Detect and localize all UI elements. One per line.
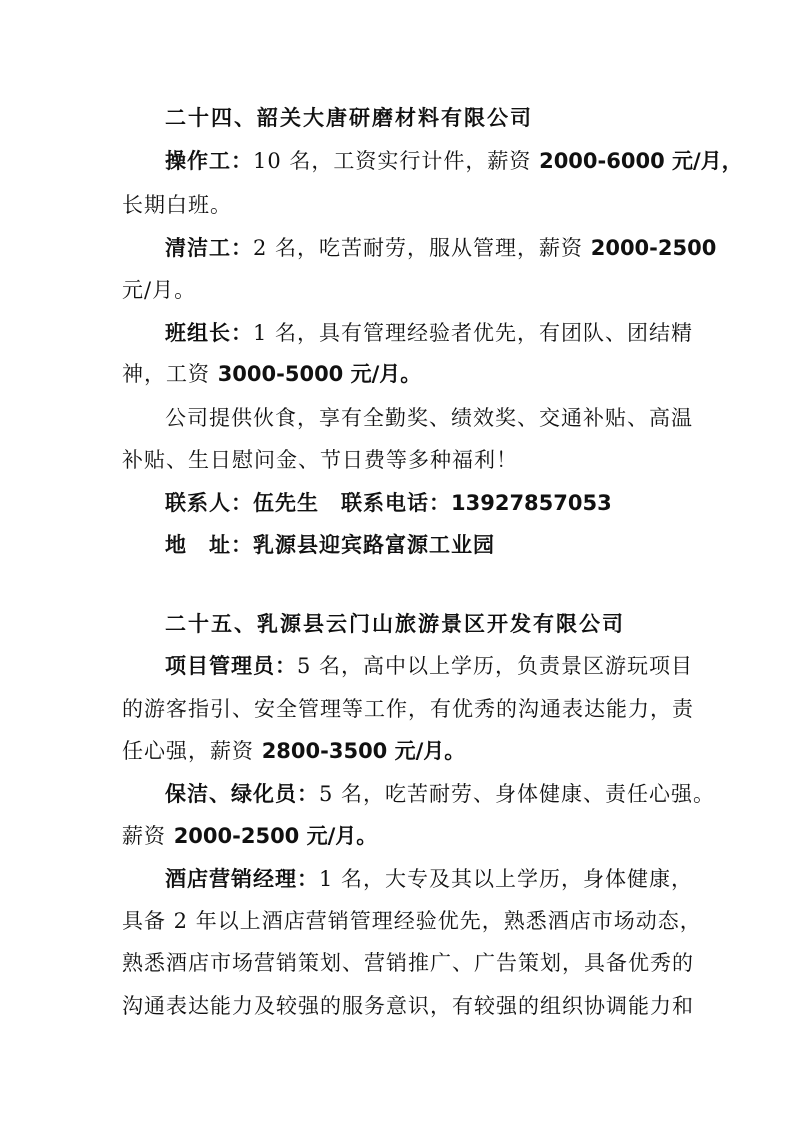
job-cleaning-greening-line2 (0, 821, 800, 851)
job-operator-label: 操作工： (165, 149, 253, 173)
job-project-manager-label: 项目管理员： (165, 654, 297, 678)
contact-phone: 13927857053 (451, 491, 612, 515)
benefits-line1: 公司提供伙食，享有全勤奖、绩效奖、交通补贴、高温 (165, 406, 693, 430)
job-cleaning-greening-desc: 5 名，吃苦耐劳、身体健康、责任心强。 (319, 782, 716, 806)
address-value: 乳源县迎宾路富源工业园 (253, 533, 495, 557)
job-cleaning-greening-salary: 2000-2500 元/月。 (173, 824, 378, 848)
job-cleaner-label: 清洁工： (165, 236, 253, 260)
job-hotel-marketing-line2: 具备 2 年以上酒店营销管理经验优先，熟悉酒店市场动态， (122, 909, 702, 933)
job-cleaner (0, 233, 800, 263)
job-project-manager-line3-text: 任心强，薪资 (122, 739, 262, 763)
job-project-manager-desc: 5 名，高中以上学历，负责景区游玩项目 (297, 654, 694, 678)
job-team-leader (0, 318, 800, 348)
job-operator-desc: 10 名，工资实行计件，薪资 (253, 149, 540, 173)
job-team-leader-desc: 1 名，具有管理经验者优先，有团队、团结精 (253, 321, 694, 345)
address-label-a: 地 (165, 533, 187, 557)
contact-phone-label: 联系电话： (341, 491, 451, 515)
section-24-title: 二十四、韶关大唐研磨材料有限公司 (165, 106, 533, 130)
job-operator-line2: 长期白班。 (122, 193, 232, 217)
job-cleaner-salary: 2000-2500 (590, 236, 717, 260)
job-project-manager-line3 (0, 736, 800, 766)
job-team-leader-label: 班组长： (165, 321, 253, 345)
job-hotel-marketing-line4: 沟通表达能力及较强的服务意识，有较强的组织协调能力和 (122, 994, 694, 1018)
address-label-b: 址： (209, 533, 253, 557)
job-cleaning-greening-line2-text: 薪资 (122, 824, 174, 848)
job-hotel-marketing (0, 864, 800, 894)
job-team-leader-line2-text: 神，工资 (122, 362, 218, 386)
job-project-manager-salary: 2800-3500 元/月。 (261, 739, 466, 763)
job-project-manager (0, 651, 800, 681)
job-project-manager-line2: 的游客指引、安全管理等工作，有优秀的沟通表达能力，责 (122, 697, 694, 721)
job-cleaning-greening (0, 779, 800, 809)
section-25-title: 二十五、乳源县云门山旅游景区开发有限公司 (165, 612, 625, 636)
contact-person: 联系人：伍先生 (165, 491, 319, 515)
job-team-leader-line2 (0, 359, 800, 389)
job-cleaning-greening-label: 保洁、绿化员： (165, 782, 319, 806)
job-team-leader-salary: 3000-5000 元/月。 (217, 362, 422, 386)
address-line (0, 530, 800, 560)
job-hotel-marketing-desc: 1 名，大专及其以上学历，身体健康， (319, 867, 694, 891)
job-cleaner-line2: 元/月。 (122, 278, 197, 302)
contact-line (0, 488, 800, 518)
job-hotel-marketing-line3: 熟悉酒店市场营销策划、营销推广、广告策划，具备优秀的 (122, 951, 694, 975)
job-operator-salary: 2000-6000 元/月， (539, 149, 743, 173)
job-cleaner-desc: 2 名，吃苦耐劳，服从管理，薪资 (253, 236, 591, 260)
job-operator (0, 146, 800, 176)
job-hotel-marketing-label: 酒店营销经理： (165, 867, 319, 891)
benefits-line2: 补贴、生日慰问金、节日费等多种福利！ (122, 448, 518, 472)
